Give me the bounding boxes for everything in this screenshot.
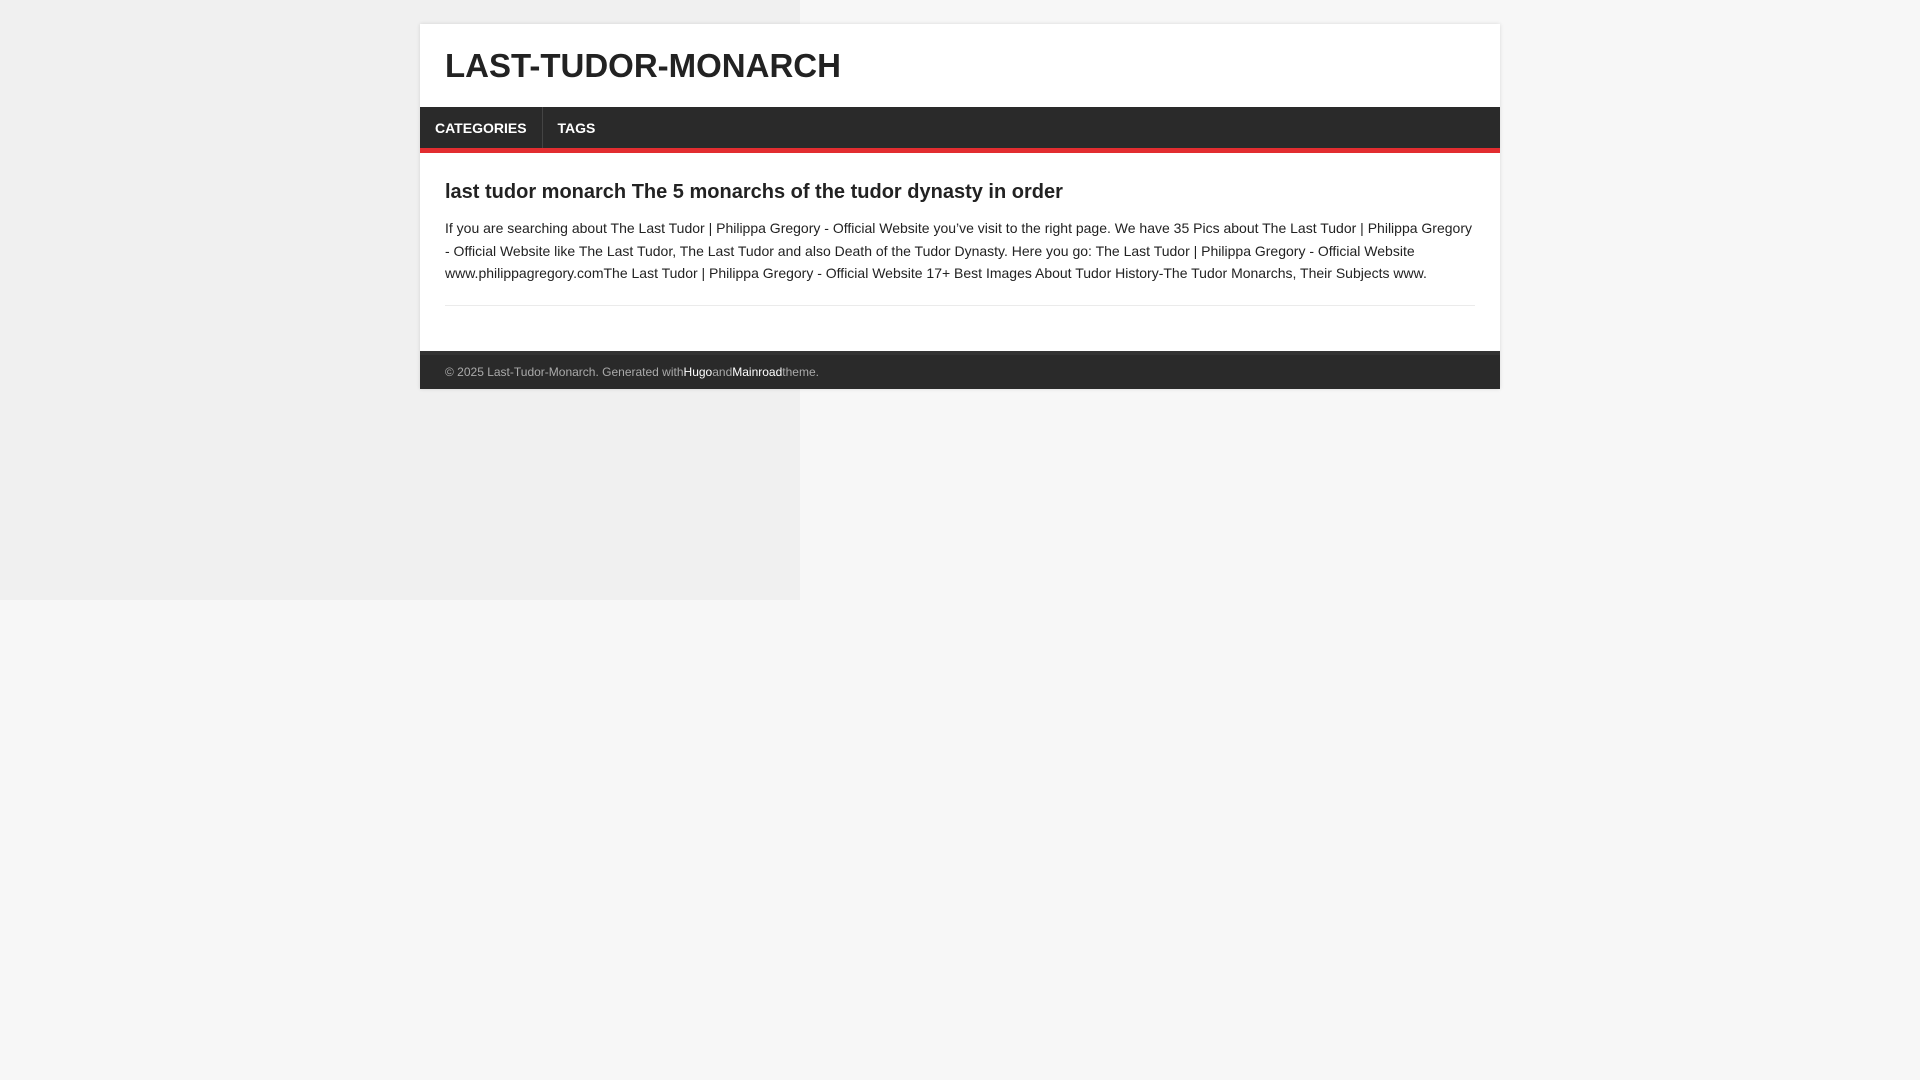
page-container xyxy=(420,24,1500,389)
main-menu xyxy=(420,107,1500,153)
footer-and-text: and xyxy=(712,364,733,379)
menu-item-tags[interactable]: TAGS xyxy=(557,119,596,136)
footer-theme-text: theme. xyxy=(782,364,819,379)
footer-link-hugo[interactable]: Hugo xyxy=(683,364,713,379)
menu-item-categories[interactable]: CATEGORIES xyxy=(420,107,543,148)
post-entry xyxy=(445,180,1475,306)
footer-link-mainroad[interactable]: Mainroad xyxy=(732,364,783,379)
content-spacer xyxy=(445,306,1475,351)
site-header xyxy=(420,24,1500,107)
post-title[interactable]: last tudor monarch The 5 monarchs of the tudor dynasty in order xyxy=(445,181,1063,203)
site-footer xyxy=(420,351,1500,389)
main-content xyxy=(420,153,1500,351)
site-title[interactable]: LAST-TUDOR-MONARCH xyxy=(445,46,841,84)
post-summary: If you are searching about The Last Tudor | Philippa Gregory - Official Website you’ve visit to the right page. We have 35 Pics about The Last Tudor | Philippa Gregory - Official Website like The Last Tudor, The Last Tudor and also Death of the Tudor Dynasty. Here you go: The Last Tudor | Philippa Gregory - Official Website www.philippagregory.comThe Last Tudor | Philippa Gregory - Official Website 17+ Best Images About Tudor History-The Tudor Monarchs, Their Subjects www. xyxy=(445,220,1472,281)
footer-copyright: © 2025 Last-Tudor-Monarch. Generated with xyxy=(445,364,684,379)
